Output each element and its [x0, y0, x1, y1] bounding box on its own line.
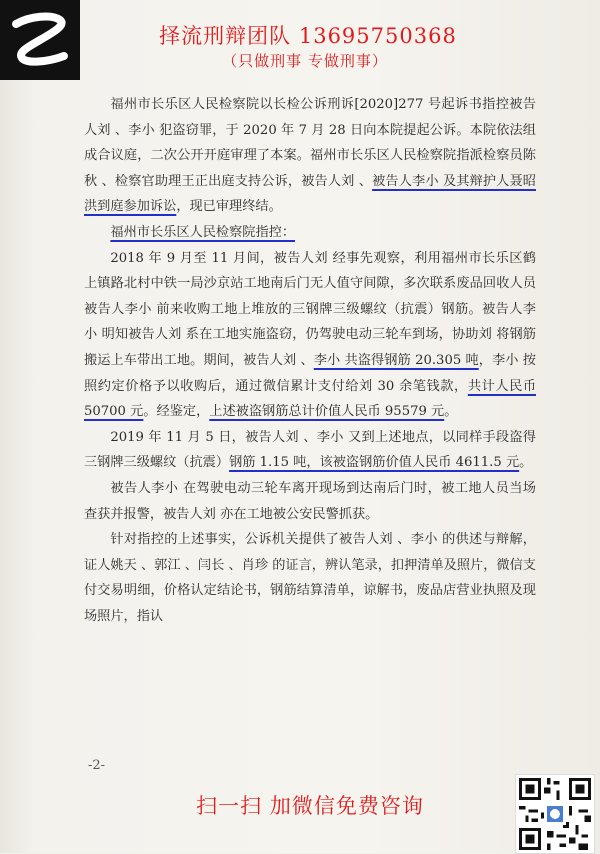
paragraph-1-end: ，现已审理终结。 [176, 199, 282, 215]
highlight-prosecution-charges: 福州市长乐区人民检察院指控： [110, 224, 296, 240]
paragraph-3-mid: ，李小 按照约定价格予以收购后，通过微信累计支付给刘 30 余笔钱款， [84, 352, 536, 394]
z-logo-icon [0, 0, 80, 80]
highlight-defendants-present: 被告人李小 及其辩护人聂昭洪到庭参加诉讼 [84, 173, 536, 215]
judgment-text [84, 92, 536, 629]
qr-code-icon[interactable] [515, 774, 595, 854]
paragraph-1 [84, 92, 536, 220]
paragraph-5: 被告人李小 在驾驶电动三轮车离开现场到达南后门时，被工地人员当场查获并报警，被告人刘 亦在工地被公安民警抓获。 [84, 480, 536, 522]
paragraph-3-end: 。 [444, 404, 458, 420]
highlight-stolen-amount: 李小 共盗得钢筋 20.305 吨 [313, 352, 479, 368]
paragraph-6: 针对指控的上述事实，公诉机关提供了被告人刘 、李小 的供述与辩解，证人姚天 、郭江 、闫长 、肖珍 的证言，辨认笔录，扣押清单及照片，微信支付交易明细，价格认定结论书，钢筋结算清单，谅解书，废品店营业执照及现场照片，指认 [84, 532, 536, 624]
highlight-stolen-value: 上述被盗钢筋总计价值人民币 95579 元 [209, 404, 445, 420]
highlight-payment-total: 共计人民币 50700 元 [84, 378, 537, 420]
paragraph-4-end: 。 [519, 455, 533, 471]
highlight-second-theft-value: 钢筋 1.15 吨，该被盗钢筋价值人民币 4611.5 元 [229, 455, 520, 471]
paragraph-3-mid2: 。经鉴定， [143, 404, 210, 420]
header-subtitle: （只做刑事 专做刑事） [222, 52, 388, 70]
paragraph-2 [84, 220, 536, 246]
header-title: 择流刑辩团队 13695750368 [159, 24, 457, 48]
page-number: -2- [88, 758, 106, 773]
paragraph-1-text: 福州市长乐区人民检察院以长检公诉刑诉[2020]277 号起诉书指控被告人刘 、李小 犯盗窃罪，于 2020 年 7 月 28 日向本院提起公诉。本院依法组成合议庭，二次公开开庭审理了本案。福州市长乐区人民检察院指派检察员陈秋 、检察官助理王正出庭支持公诉，被告人刘 、 [84, 97, 536, 189]
footer-cta: 扫一扫 加微信免费咨询 [196, 794, 424, 818]
paragraph-3 [84, 246, 536, 425]
paragraph-4-text: 2019 年 11 月 5 日，被告人刘 、李小 又到上述地点，以同样手段盗得三钢牌三级螺纹（抗震） [84, 429, 536, 471]
paragraph-4 [84, 425, 536, 476]
paragraph-3-text: 2018 年 9 月至 11 月间，被告人刘 经事先观察，利用福州市长乐区鹤上镇路北村中铁一局沙京站工地南后门无人值守间隙，多次联系废品回收人员被告人李小 前来收购工地上堆放的三钢牌三级螺纹（抗震）钢筋。被告人李小 明知被告人刘 系在工地实施盗窃，仍驾驶电动三轮车到场，协助刘 将钢筋搬运上车带出工地。期间，被告人刘 、 [84, 250, 536, 368]
